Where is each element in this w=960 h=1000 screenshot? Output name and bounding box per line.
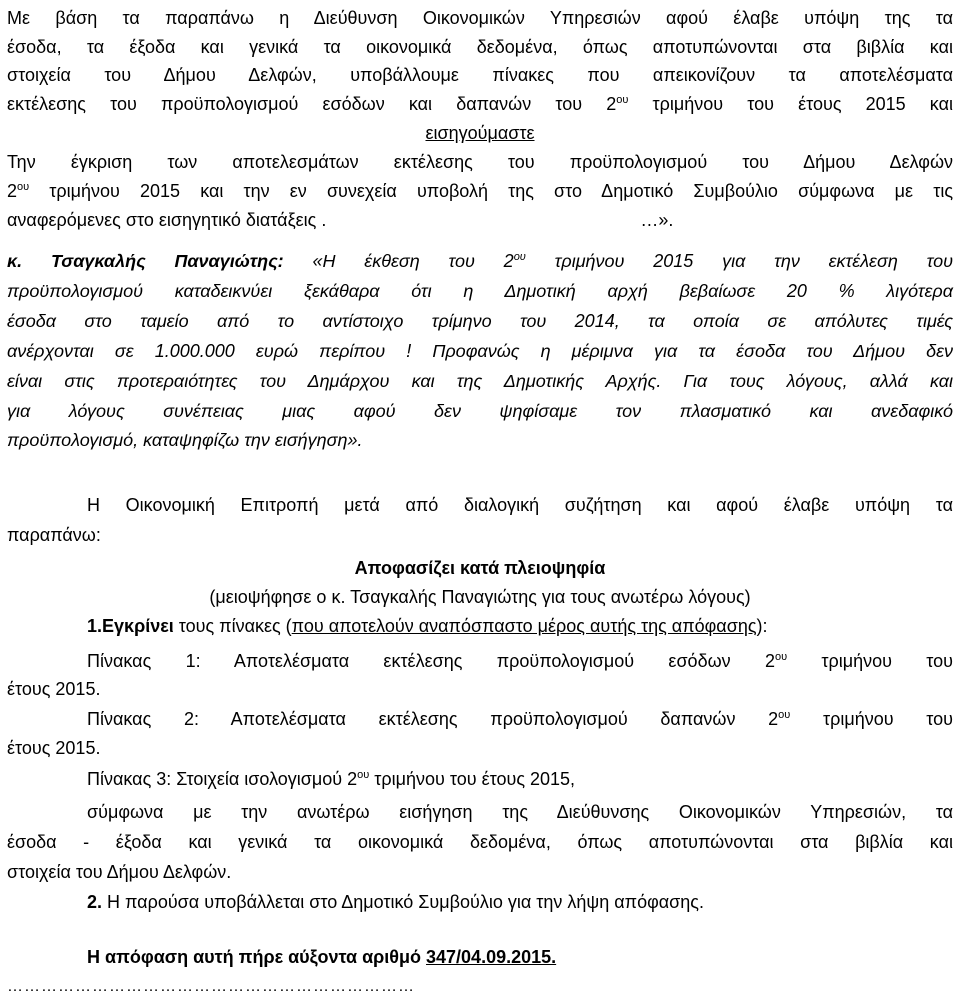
intro-closing-quote: …».: [640, 210, 674, 230]
table-1-line-2: έτους 2015.: [7, 679, 101, 699]
statement-line-3-text: έσοδα στο ταμείο από το αντίστοιχο τρίμηνο του 2014, τα οποία σε απόλυτες τιμές: [7, 311, 953, 331]
intro-line-4-text-b: τριμήνου του έτους 2015 και: [628, 94, 953, 114]
statement-line-4-text: ανέρχονται σε 1.000.000 ευρώ περίπου ! Προφανώς η μέριμνα για τα έσοδα του Δήμου δεν: [7, 341, 953, 361]
intro-line-4: [7, 93, 953, 115]
intro-line-2-text: έσοδα, τα έξοδα και γενικά τα οικονομικά δεδομένα, όπως αποτυπώνονται στα βιβλία και: [7, 37, 953, 57]
item-1-text-b: ):: [756, 616, 768, 636]
superscript: ου: [357, 769, 370, 781]
table-2-text-a: Πίνακας 2: Αποτελέσματα εκτέλεσης προϋπολογισμού δαπανών 2: [87, 709, 779, 729]
statement-line-2: [7, 280, 953, 302]
item-1-label: 1.Εγκρίνει: [87, 616, 174, 636]
decision-number: 347/04.09.2015.: [426, 947, 557, 967]
item-2-label: 2.: [87, 892, 103, 912]
table-1-text-a: Πίνακας 1: Αποτελέσματα εκτέλεσης προϋπολογισμού εσόδων 2: [87, 651, 775, 671]
statement-line-3: [7, 310, 953, 332]
conformity-line-1-text: σύμφωνα με την ανωτέρω εισήγηση της Διεύθυνσης Οικονομικών Υπηρεσιών, τα: [87, 802, 953, 822]
intro-line-7: [7, 209, 673, 231]
table-1-text-b: τριμήνου του: [787, 651, 953, 671]
intro-line-3-text: στοιχεία του Δήμου Δελφών, υποβάλλουμε πίνακες που απεικονίζουν τα αποτελέσματα: [7, 65, 953, 85]
decision-title: Αποφασίζει κατά πλειοψηφία: [354, 558, 606, 578]
statement-line-1-text-b: τριμήνου 2015 για την εκτέλεση του: [525, 251, 953, 271]
statement-line-1: [7, 250, 953, 272]
committee-line-2: παραπάνω:: [7, 525, 101, 545]
superscript: ου: [616, 94, 629, 106]
item-2-text: Η παρούσα υποβάλλεται στο Δημοτικό Συμβούλιο για την λήψη απόφασης.: [102, 892, 704, 912]
intro-line-6: [7, 180, 953, 202]
table-3-text-a: Πίνακας 3: Στοιχεία ισολογισμού 2: [87, 769, 358, 789]
conformity-line-2: [7, 831, 953, 853]
superscript: ου: [774, 651, 788, 663]
statement-line-7: προϋπολογισμό, καταψηφίζω την εισήγηση».: [7, 430, 363, 450]
table-2-line-1: [87, 708, 953, 730]
proposal-heading: εισηγούμαστε: [425, 123, 535, 143]
statement-line-6: [7, 400, 953, 422]
intro-line-5: [7, 151, 953, 173]
conformity-line-2-text: έσοδα - έξοδα και γενικά τα οικονομικά δεδομένα, όπως αποτυπώνονται στα βιβλία και: [7, 832, 953, 852]
statement-line-1-text-a: «Η έκθεση του 2: [283, 251, 514, 271]
dissent-note: (μειοψήφησε ο κ. Τσαγκαλής Παναγιώτης για τους ανωτέρω λόγους): [209, 587, 751, 607]
intro-line-2: [7, 36, 953, 58]
item-1-underlined-text: που αποτελούν αναπόσπαστο μέρος αυτής της απόφασης: [291, 616, 757, 636]
intro-line-4-text-a: εκτέλεσης του προϋπολογισμού εσόδων και δαπανών του 2: [7, 94, 617, 114]
speaker-name: κ. Τσαγκαλής Παναγιώτης:: [7, 251, 284, 271]
statement-line-4: [7, 340, 953, 362]
intro-line-6-text-b: τριμήνου 2015 και την εν συνεχεία υποβολή της στο Δημοτικό Συμβούλιο σύμφωνα με τις: [29, 181, 953, 201]
superscript: ου: [17, 181, 30, 193]
committee-line-1: [87, 494, 953, 516]
statement-line-6-text: για λόγους συνέπειας μιας αφού δεν ψηφίσαμε τον πλασματικό και ανεδαφικό: [7, 401, 953, 421]
item-1-text-a: τους πίνακες (: [173, 616, 292, 636]
intro-line-7-text: αναφερόμενες στο εισηγητικό διατάξεις .: [7, 210, 327, 230]
table-3-text-b: τριμήνου του έτους 2015,: [369, 769, 576, 789]
item-1: [87, 615, 768, 637]
decision-number-line: [87, 946, 556, 968]
table-3-line: [87, 768, 575, 790]
committee-line-1-text: Η Οικονομική Επιτροπή μετά από διαλογική συζήτηση και αφού έλαβε υπόψη τα: [87, 495, 953, 515]
statement-line-5: [7, 370, 953, 392]
intro-line-6-text-a: 2: [7, 181, 18, 201]
statement-line-5-text: είναι στις προτεραιότητες του Δημάρχου και της Δημοτικής Αρχής. Για τους λόγους, αλλά και: [7, 371, 953, 391]
dotted-line: ………………………………………………………………: [7, 978, 415, 995]
statement-line-2-text: προϋπολογισμού καταδεικνύει ξεκάθαρα ότι η Δημοτική αρχή βεβαίωσε 20 % λιγότερα: [7, 281, 953, 301]
decision-number-text: Η απόφαση αυτή πήρε αύξοντα αριθμό: [87, 947, 427, 967]
item-2: [87, 891, 704, 913]
conformity-line-3: στοιχεία του Δήμου Δελφών.: [7, 862, 232, 882]
table-2-line-2: έτους 2015.: [7, 738, 101, 758]
intro-line-3: [7, 64, 953, 86]
superscript: ου: [778, 709, 791, 721]
superscript: ου: [513, 251, 526, 263]
conformity-line-1: [87, 801, 953, 823]
intro-line-1-text: Με βάση τα παραπάνω η Διεύθυνση Οικονομικών Υπηρεσιών αφού έλαβε υπόψη της τα: [7, 8, 953, 28]
table-2-text-b: τριμήνου του: [790, 709, 954, 729]
intro-line-5-text: Την έγκριση των αποτελεσμάτων εκτέλεσης του προϋπολογισμού του Δήμου Δελφών: [7, 152, 953, 172]
intro-line-1: [7, 7, 953, 29]
table-1-line-1: [87, 650, 953, 672]
